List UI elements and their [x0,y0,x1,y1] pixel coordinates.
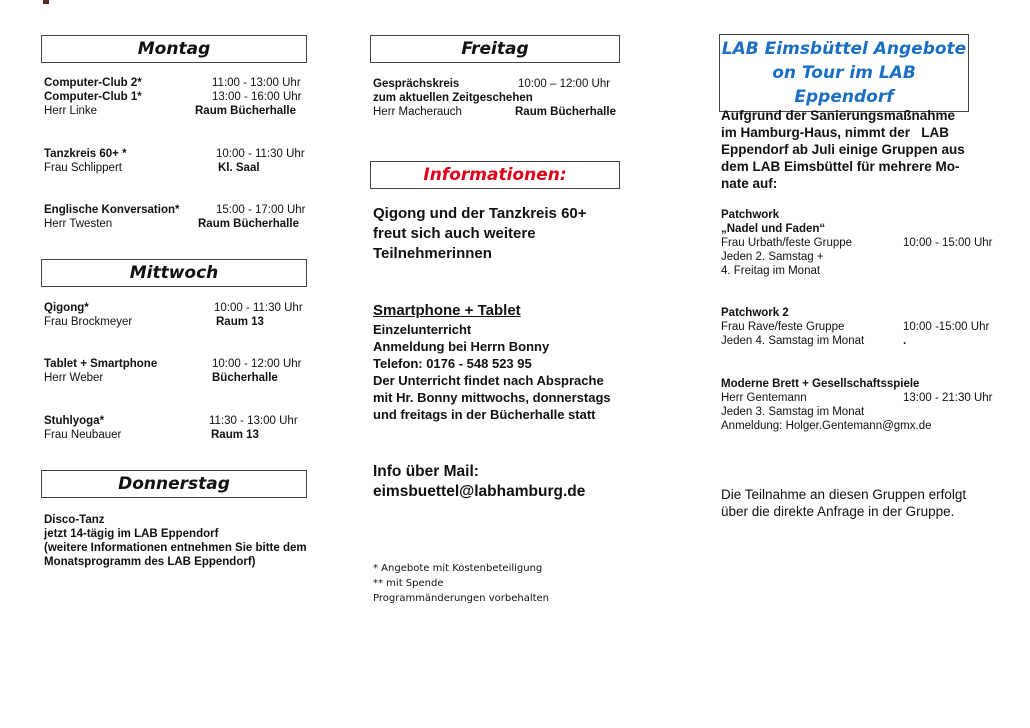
tour-closing-line: Die Teilnahme an diesen Gruppen erfolgt [721,487,967,502]
entry-room: Kl. Saal [218,162,260,174]
entry-time: 10:00 - 11:30 Uhr [214,302,303,314]
group-name: Moderne Brett + Gesellschaftsspiele [721,378,920,390]
entry-name: Englische Konversation* [44,204,180,216]
group-extra: Jeden 2. Samstag + [721,251,824,263]
group-time: 10:00 -15:00 Uhr [903,321,990,333]
entry-time: 11:00 - 13:00 Uhr [212,77,301,89]
entry-name: Tablet + Smartphone [44,358,158,370]
group-subtitle: „Nadel und Faden“ [721,223,826,235]
tour-intro-line: nate auf: [721,176,778,191]
footnote: ** mit Spende [373,578,444,589]
group-extra: Jeden 3. Samstag im Monat [721,406,865,418]
day-header-mittwoch: Mittwoch [41,259,307,287]
smartphone-line: Anmeldung bei Herrn Bonny [373,339,550,354]
day-header-montag: Montag [41,35,307,63]
info-line: Teilnehmerinnen [373,245,492,262]
entry-room: Raum Bücherhalle [195,105,296,117]
entry-person: Frau Neubauer [44,429,122,441]
tour-header [719,34,969,112]
entry-room: Raum Bücherhalle [515,106,616,118]
entry-time: 10:00 – 12:00 Uhr [518,78,611,90]
tour-closing-line: über die direkte Anfrage in der Gruppe. [721,504,955,519]
entry-person: Frau Schlippert [44,162,122,174]
smartphone-line: mit Hr. Bonny mittwochs, donnerstags [373,390,611,405]
entry-person: Herr Macherauch [373,106,462,118]
info-line: freut sich auch weitere [373,225,536,242]
entry-room: Raum 13 [211,429,259,441]
group-time: 13:00 - 21:30 Uhr [903,392,993,404]
entry-time: 10:00 - 12:00 Uhr [212,358,302,370]
entry-time: 11:30 - 13:00 Uhr [209,415,298,427]
group-name: Patchwork 2 [721,307,789,319]
info-line: Qigong und der Tanzkreis 60+ [373,205,587,222]
group-registration: Anmeldung: Holger.Gentemann@gmx.de [721,420,932,432]
group-name: Patchwork [721,209,780,221]
group-extra: Jeden 4. Samstag im Monat [721,335,865,347]
footnote: Programmänderungen vorbehalten [373,593,550,604]
entry-time: 15:00 - 17:00 Uhr [216,204,306,216]
entry-name: Computer-Club 2* [44,77,142,89]
donnerstag-line: Monatsprogramm des LAB Eppendorf) [44,556,256,568]
donnerstag-line: Disco-Tanz [44,514,105,526]
smartphone-line: Der Unterricht findet nach Absprache [373,373,604,388]
tour-title-line2: on Tour im LAB Eppendorf [772,63,916,107]
mail-address[interactable]: eimsbuettel@labhamburg.de [373,483,586,500]
corner-mark [43,0,49,4]
entry-room: Raum Bücherhalle [198,218,299,230]
tour-intro-line: Eppendorf ab Juli einige Gruppen aus [721,142,965,157]
entry-name: Gesprächskreis [373,78,460,90]
entry-person: Frau Brockmeyer [44,316,133,328]
entry-name: Tanzkreis 60+ * [44,148,127,160]
group-person: Frau Rave/feste Gruppe [721,321,845,333]
smartphone-title-wrap [373,302,521,319]
group-person: Frau Urbath/feste Gruppe [721,237,853,249]
donnerstag-line: (weitere Informationen entnehmen Sie bitte dem [44,542,307,554]
entry-subtitle: zum aktuellen Zeitgeschehen [373,92,533,104]
group-time: 10:00 - 15:00 Uhr [903,237,993,249]
entry-person: Herr Weber [44,372,104,384]
entry-person: Herr Twesten [44,218,113,230]
tour-intro-line: dem LAB Eimsbüttel für mehrere Mo- [721,159,960,174]
footnote: * Angebote mit Kostenbeteiligung [373,563,543,574]
tour-intro-line: Aufgrund der Sanierungsmaßnahme [721,108,956,123]
donnerstag-line: jetzt 14-tägig im LAB Eppendorf [44,528,219,540]
entry-room: Bücherhalle [212,372,278,384]
tour-intro-line: im Hamburg-Haus, nimmt der LAB [721,125,950,140]
smartphone-title: Smartphone + Tablet [373,302,521,319]
smartphone-line: Einzelunterricht [373,322,472,337]
group-extra: 4. Freitag im Monat [721,265,821,277]
entry-time: 13:00 - 16:00 Uhr [212,91,302,103]
day-header-freitag: Freitag [370,35,620,63]
entry-time: 10:00 - 11:30 Uhr [216,148,305,160]
smartphone-phone: Telefon: 0176 - 548 523 95 [373,356,532,371]
entry-room: Raum 13 [216,316,264,328]
info-header: Informationen: [370,161,620,189]
group-dot: . [903,335,907,347]
entry-name: Stuhlyoga* [44,415,105,427]
mail-label: Info über Mail: [373,463,479,480]
group-person: Herr Gentemann [721,392,807,404]
tour-title-line1: LAB Eimsbüttel Angebote [721,39,967,59]
entry-person: Herr Linke [44,105,98,117]
smartphone-line: und freitags in der Bücherhalle statt [373,407,596,422]
entry-name: Qigong* [44,302,89,314]
entry-name: Computer-Club 1* [44,91,142,103]
day-header-donnerstag: Donnerstag [41,470,307,498]
